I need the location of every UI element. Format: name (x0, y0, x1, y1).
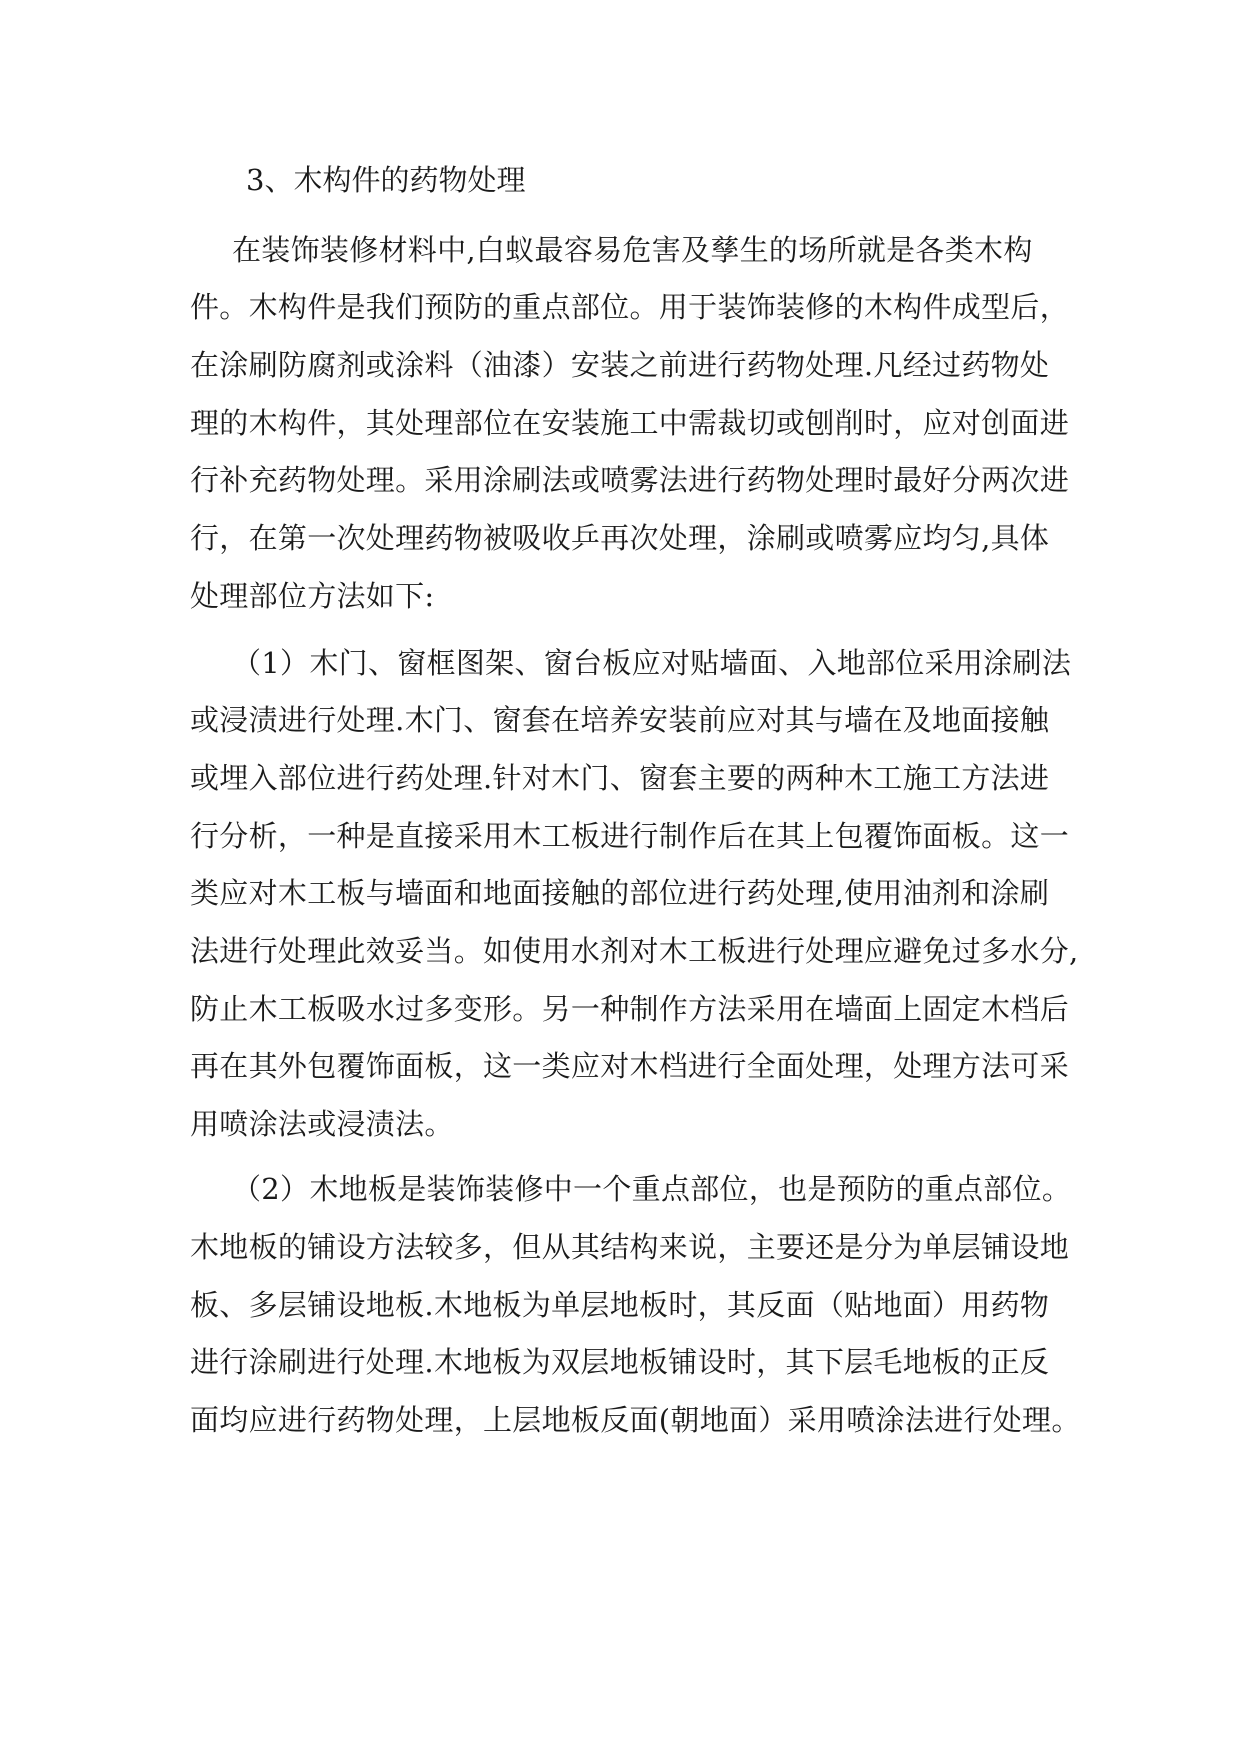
text-line: 件。木构件是我们预防的重点部位。用于装饰装修的木构件成型后， (190, 290, 1070, 324)
text-line: 行分析，一种是直接采用木工板进行制作后在其上包覆饰面板。这一 (190, 819, 1070, 853)
text-line: 类应对木工板与墙面和地面接触的部位进行药处理,使用油剂和涂刷 (190, 876, 1050, 910)
text-line: （2）木地板是装饰装修中一个重点部位，也是预防的重点部位。 (232, 1172, 1072, 1206)
text-line: 在涂刷防腐剂或涂料（油漆）安装之前进行药物处理.凡经过药物处 (190, 348, 1050, 382)
text-line: 木地板的铺设方法较多，但从其结构来说，主要还是分为单层铺设地 (190, 1230, 1070, 1264)
text-line: 再在其外包覆饰面板，这一类应对木档进行全面处理，处理方法可采 (190, 1049, 1070, 1083)
text-line: 进行涂刷进行处理.木地板为双层地板铺设时，其下层毛地板的正反 (190, 1345, 1050, 1379)
text-line: 防止木工板吸水过多变形。另一种制作方法采用在墙面上固定木档后 (190, 992, 1070, 1026)
text-line: 用喷涂法或浸渍法。 (190, 1107, 454, 1141)
text-line: （1）木门、窗框图架、窗台板应对贴墙面、入地部位采用涂刷法 (232, 646, 1072, 680)
text-line: 在装饰装修材料中,白蚁最容易危害及孳生的场所就是各类木构 (232, 233, 1033, 267)
text-line: 行补充药物处理。采用涂刷法或喷雾法进行药物处理时最好分两次进 (190, 463, 1070, 497)
text-line: 处理部位方法如下: (190, 579, 435, 613)
text-line: 理的木构件，其处理部位在安装施工中需裁切或刨削时，应对创面进 (190, 406, 1070, 440)
text-line: 或埋入部位进行药处理.针对木门、窗套主要的两种木工施工方法进 (190, 761, 1050, 795)
text-line: 板、多层铺设地板.木地板为单层地板时，其反面（贴地面）用药物 (190, 1288, 1050, 1322)
text-line: 法进行处理此效妥当。如使用水剂对木工板进行处理应避免过多水分, (190, 934, 1079, 968)
text-line: 行，在第一次处理药物被吸收乒再次处理，涂刷或喷雾应均匀,具体 (190, 521, 1050, 555)
section-heading: 3、木构件的药物处理 (246, 163, 526, 197)
text-line: 面均应进行药物处理，上层地板反面(朝地面）采用喷涂法进行处理。 (190, 1403, 1081, 1437)
text-line: 或浸渍进行处理.木门、窗套在培养安装前应对其与墙在及地面接触 (190, 703, 1050, 737)
